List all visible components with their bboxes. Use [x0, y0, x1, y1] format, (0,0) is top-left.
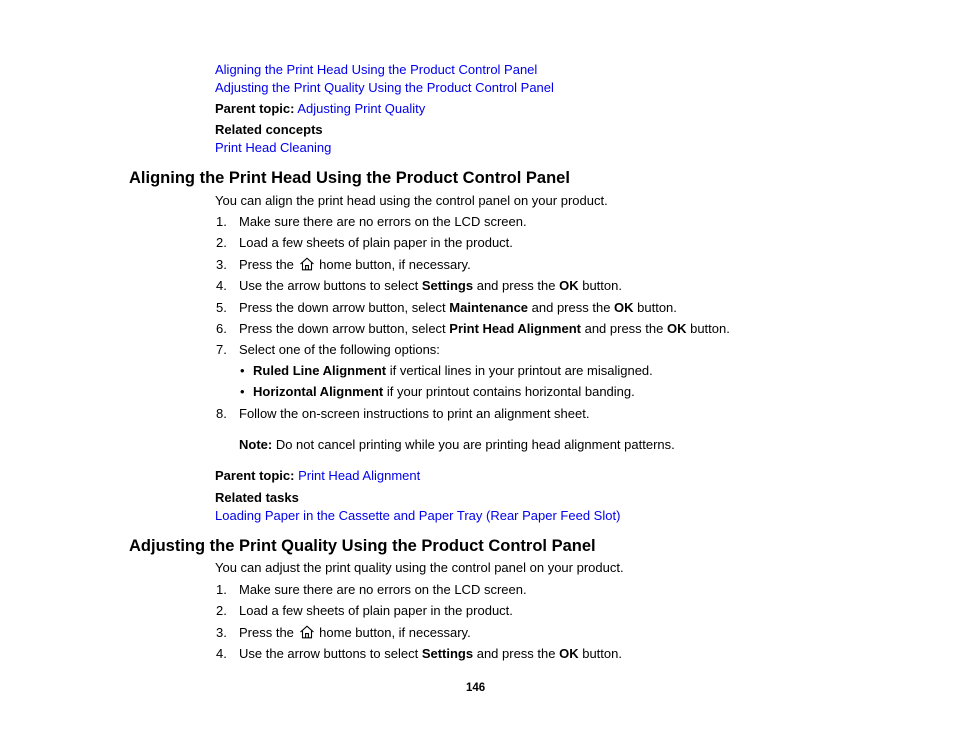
s1-step-3: [0, 257, 954, 273]
bold-ruled-line-alignment: Ruled Line Alignment: [253, 363, 387, 378]
text-part: button.: [578, 278, 622, 293]
step-number: 3.: [216, 625, 227, 640]
bold-maintenance: Maintenance: [449, 300, 529, 315]
step-number: 2.: [216, 603, 227, 618]
bullet-text: [253, 363, 653, 379]
link-loading-paper[interactable]: Loading Paper in the Cassette and Paper Tray (Rear Paper Feed Slot): [215, 508, 621, 523]
s2-step-3: [0, 625, 954, 641]
step-number: 2.: [216, 235, 227, 250]
s1-step-7: [0, 342, 954, 358]
text-part: button.: [633, 300, 677, 315]
step-text: [239, 300, 677, 316]
step-text: [239, 321, 730, 337]
s1-step-2: [0, 235, 954, 251]
step-number: 1.: [216, 582, 227, 597]
link-adjusting-print-quality[interactable]: Adjusting Print Quality: [297, 101, 426, 116]
text-part: Press the down arrow button, select: [239, 300, 450, 315]
related-tasks-text: Related tasks: [215, 490, 299, 505]
bold-print-head-alignment: Print Head Alignment: [449, 321, 581, 336]
step-number: 5.: [216, 300, 227, 315]
bold-settings: Settings: [421, 278, 474, 293]
parent-topic-label: Parent topic:: [215, 101, 295, 116]
parent-topic-line-2: [215, 468, 420, 484]
bold-ok: OK: [666, 321, 687, 336]
bullet-mark: •: [240, 384, 245, 399]
text-part: Use the arrow buttons to select: [239, 646, 422, 661]
bold-ok: OK: [614, 300, 634, 315]
link-print-head-cleaning[interactable]: Print Head Cleaning: [215, 140, 332, 155]
bold-settings: Settings: [421, 646, 474, 661]
bold-horizontal-alignment: Horizontal Alignment: [253, 384, 384, 399]
step-text-pre: Press the: [239, 257, 294, 272]
s2-step-1: [0, 582, 954, 598]
text-part: Press the down arrow button, select: [239, 321, 450, 336]
step-text: [239, 625, 471, 641]
s1-step-1: [0, 214, 954, 230]
s1-step-6: [0, 321, 954, 337]
text-part: and press the: [473, 646, 560, 661]
related-concepts-text: Related concepts: [215, 122, 323, 137]
s2-step-4: [0, 646, 954, 662]
step-number: 4.: [216, 646, 227, 661]
step-number: 3.: [216, 257, 227, 272]
step-number: 7.: [216, 342, 227, 357]
parent-topic-line: [215, 101, 425, 117]
step-text: [239, 257, 471, 273]
link-aligning-print-head[interactable]: Aligning the Print Head Using the Product Control Panel: [215, 62, 538, 77]
text-part: and press the: [473, 278, 560, 293]
step-number: 6.: [216, 321, 227, 336]
bullet-mark: •: [240, 363, 245, 378]
s2-step-2: [0, 603, 954, 619]
section-heading-aligning: Aligning the Print Head Using the Product Control Panel: [129, 169, 570, 187]
note: [239, 437, 675, 453]
text-part: button.: [686, 321, 730, 336]
bullet-text: [253, 384, 635, 400]
text-part: if vertical lines in your printout are misaligned.: [386, 363, 653, 378]
step-number: 1.: [216, 214, 227, 229]
note-label: Note:: [239, 437, 273, 452]
step-text-post: home button, if necessary.: [319, 625, 471, 640]
s1-bullet-1: [0, 363, 954, 379]
step-text: Follow the on-screen instructions to print an alignment sheet.: [239, 406, 590, 421]
parent-topic-label: Parent topic:: [215, 468, 295, 483]
step-text: Select one of the following options:: [239, 342, 440, 357]
text-part: and press the: [580, 321, 667, 336]
page-number: 146: [466, 682, 486, 694]
link-print-head-alignment[interactable]: Print Head Alignment: [298, 468, 421, 483]
step-text: Load a few sheets of plain paper in the product.: [239, 603, 513, 618]
s1-step-4: [0, 278, 954, 294]
step-text-post: home button, if necessary.: [319, 257, 471, 272]
step-text-pre: Press the: [239, 625, 294, 640]
step-text: [239, 278, 622, 294]
step-text: Make sure there are no errors on the LCD screen.: [239, 582, 527, 597]
section1-intro: You can align the print head using the control panel on your product.: [215, 193, 608, 208]
text-part: Use the arrow buttons to select: [239, 278, 422, 293]
home-icon: [299, 257, 315, 271]
step-text: [239, 646, 622, 662]
section2-intro: You can adjust the print quality using the control panel on your product.: [215, 560, 624, 575]
bold-ok: OK: [559, 646, 579, 661]
text-part: and press the: [528, 300, 615, 315]
note-text: Do not cancel printing while you are printing head alignment patterns.: [272, 437, 675, 452]
step-text: Make sure there are no errors on the LCD screen.: [239, 214, 527, 229]
s1-step-5: [0, 300, 954, 316]
s1-step-8: [0, 406, 954, 422]
step-number: 4.: [216, 278, 227, 293]
text-part: if your printout contains horizontal banding.: [383, 384, 635, 399]
related-tasks-label: [215, 490, 299, 506]
step-number: 8.: [216, 406, 227, 421]
s1-bullet-2: [0, 384, 954, 400]
related-concepts-label: [215, 122, 323, 138]
step-text: Load a few sheets of plain paper in the product.: [239, 235, 513, 250]
bold-ok: OK: [559, 278, 579, 293]
home-icon: [299, 625, 315, 639]
section-heading-adjusting: Adjusting the Print Quality Using the Product Control Panel: [129, 537, 596, 555]
link-adjusting-print-quality-panel[interactable]: Adjusting the Print Quality Using the Product Control Panel: [215, 80, 554, 95]
text-part: button.: [578, 646, 622, 661]
